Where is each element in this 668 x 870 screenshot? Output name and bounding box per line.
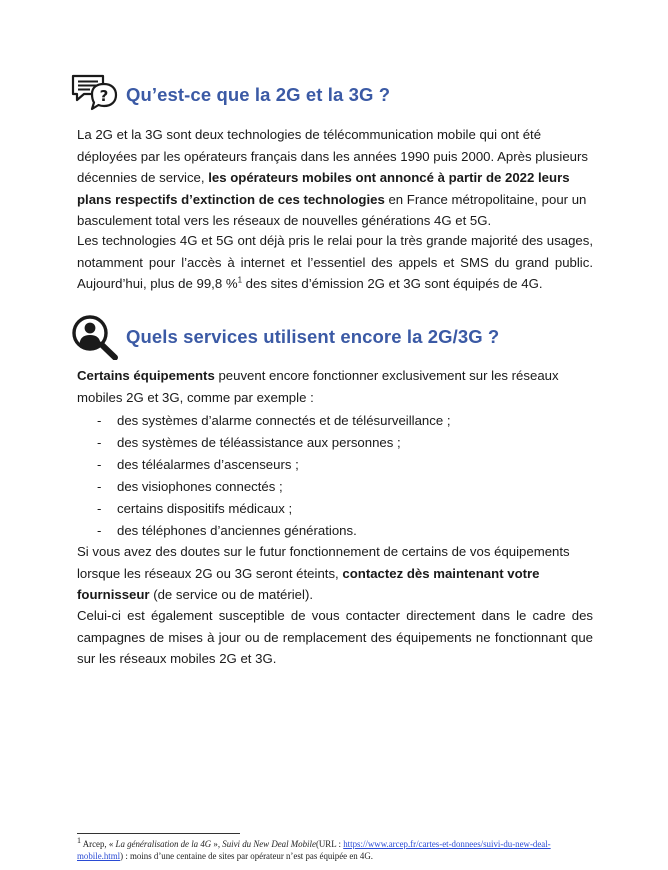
speech-bubble-question-icon — [70, 72, 120, 118]
paragraph-text: (de service ou de matériel). — [149, 587, 313, 602]
list-item-text: des visiophones connectés ; — [117, 478, 283, 494]
section-header-services — [70, 314, 499, 360]
list-item-text: des systèmes d’alarme connectés et de télésurveillance ; — [117, 413, 451, 428]
paragraph-text: des sites d’émission 2G et 3G sont équipés de 4G. — [242, 276, 543, 291]
list-item — [77, 454, 593, 476]
footnote-text: », — [211, 839, 223, 849]
paragraph-text: en France métropolitaine, pour un basculement total vers les réseaux de nouvelles générations 4G et 5G. — [77, 191, 587, 228]
list-item-text: des téléalarmes d’ascenseurs ; — [117, 456, 299, 472]
footnote-italic-text: Suivi du New Deal Mobile — [222, 839, 316, 849]
section-title: Qu’est-ce que la 2G et la 3G ? — [126, 84, 391, 105]
paragraph-intro — [77, 124, 593, 232]
footnote-italic-text: La généralisation de la 4G — [115, 839, 212, 849]
list-item-text: des systèmes de téléassistance aux personnes ; — [117, 434, 401, 450]
list-item-text: des téléphones d’anciennes générations. — [117, 522, 357, 538]
paragraph-text: peuvent encore fonctionner exclusivement sur les réseaux mobiles 2G et 3G, comme par exemple : — [77, 368, 559, 405]
bullet-marker: - — [97, 413, 102, 428]
section-title: Quels services utilisent encore la 2G/3G ? — [126, 326, 500, 347]
paragraph-bold-text: Certains équipements — [77, 368, 215, 383]
paragraph-contact — [77, 541, 593, 606]
paragraph-text: Les technologies 4G et 5G ont déjà pris le relai pour la très grande majorité des usages, notamment pour l’accès à internet et l’essentiel des appels et SMS du grand public. Aujourd’hui, plus de 99,8 % — [77, 233, 593, 291]
bullet-marker: - — [97, 522, 102, 538]
footnote-link[interactable]: https://www.arcep.fr/cartes-et-donnees/suivi-du-new-deal-mobile.html — [77, 839, 551, 861]
magnifying-glass-person-icon — [70, 314, 120, 360]
list-item — [77, 520, 593, 542]
paragraph-mises-a-jour: Celui-ci est également susceptible de vous contacter directement dans le cadre des campagnes de mises à jour ou de remplacement des équipements ne fonctionnant que sur les réseaux mobiles 2G et 3G. — [77, 608, 593, 666]
section-header-2g-3g — [70, 72, 390, 118]
svg-text:?: ? — [99, 87, 109, 105]
bullet-marker: - — [97, 478, 102, 494]
bullet-marker: - — [97, 434, 102, 450]
paragraph-bold-text: les opérateurs mobiles ont annoncé à partir de 2022 leurs plans respectifs d’extinction de ces technologies — [77, 170, 570, 207]
list-item — [77, 498, 593, 520]
paragraph-4g-5g — [77, 230, 593, 295]
footnote-text: (URL : — [315, 839, 344, 849]
paragraph-bold-text: contactez dès maintenant votre fournisseur — [77, 565, 540, 602]
footnote-reference: 1 — [237, 275, 243, 285]
bullet-marker: - — [97, 500, 102, 516]
footnote-text: Arcep, « — [81, 839, 116, 849]
paragraph-text: La 2G et la 3G sont deux technologies de télécommunication mobile qui ont été déployées par les opérateurs français dans les années 1990 puis 2000. Après plusieurs décennies de service, — [77, 127, 588, 185]
paragraph-equipements — [77, 365, 593, 408]
list-item — [77, 476, 593, 498]
list-item — [77, 410, 593, 432]
footnote-divider — [77, 833, 240, 834]
footnote-number: 1 — [77, 836, 81, 846]
footnote — [77, 838, 593, 862]
equipment-list — [77, 410, 593, 541]
bullet-marker: - — [97, 456, 102, 472]
paragraph-text: Si vous avez des doutes sur le futur fonctionnement de certains de vos équipements lorsque les réseaux 2G ou 3G seront éteints, — [77, 544, 570, 581]
list-item-text: certains dispositifs médicaux ; — [117, 500, 293, 516]
list-item — [77, 432, 593, 454]
footnote-text: ) : moins d’une centaine de sites par opérateur n’est pas équipée en 4G. — [120, 851, 373, 861]
